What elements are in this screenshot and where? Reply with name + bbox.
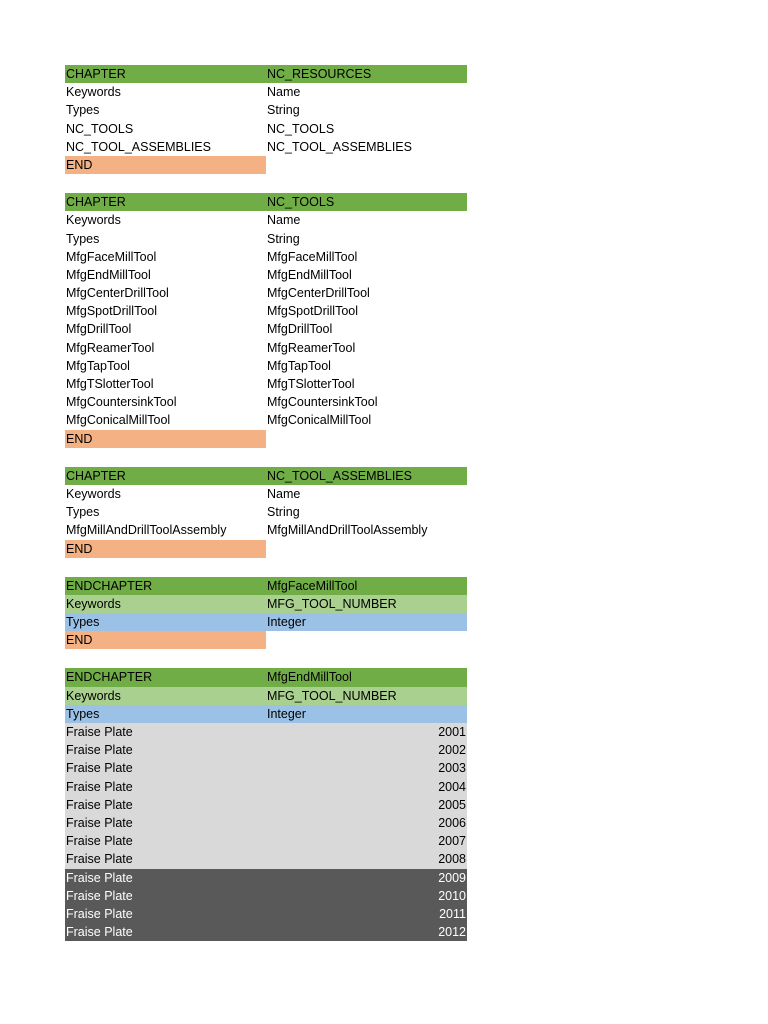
cell-value[interactable]: 2003 [438, 761, 466, 776]
cell-key[interactable]: MfgMillAndDrillToolAssembly [66, 523, 227, 538]
cell-value[interactable]: MFG_TOOL_NUMBER [267, 596, 397, 611]
cell-value[interactable]: String [267, 505, 300, 520]
cell-value[interactable]: MfgFaceMillTool [267, 249, 358, 264]
cell-key[interactable]: END [65, 156, 266, 174]
cell-key[interactable]: Types [66, 615, 100, 630]
table-row [65, 923, 467, 941]
table-row [65, 101, 467, 119]
table-row [65, 796, 467, 814]
table-block [65, 577, 467, 650]
cell-key[interactable]: Fraise Plate [66, 815, 133, 830]
cell-key[interactable]: Fraise Plate [66, 888, 133, 903]
cell-value[interactable]: MfgEndMillTool [267, 267, 352, 282]
table-row [65, 503, 467, 521]
cell-value[interactable]: MfgSpotDrillTool [267, 304, 359, 319]
cell-key[interactable]: Fraise Plate [66, 925, 133, 940]
cell-key[interactable]: END [65, 540, 266, 558]
cell-key[interactable]: MfgReamerTool [66, 340, 155, 355]
cell-value[interactable]: 2011 [439, 906, 466, 921]
cell-value[interactable] [266, 631, 467, 649]
cell-value[interactable]: 2001 [438, 725, 466, 739]
end-row [65, 631, 467, 649]
cell-value[interactable]: String [267, 103, 300, 118]
table-row [65, 905, 467, 923]
cell-value[interactable]: MfgEndMillTool [267, 670, 352, 685]
cell-value[interactable]: 2002 [438, 743, 466, 758]
table-block [65, 467, 467, 558]
table-row [65, 723, 467, 741]
cell-key[interactable]: ENDCHAPTER [66, 578, 153, 593]
table-row [65, 814, 467, 832]
table-row [65, 687, 467, 705]
end-row [65, 540, 467, 558]
cell-key[interactable]: ENDCHAPTER [66, 670, 153, 685]
cell-key[interactable]: Fraise Plate [66, 779, 133, 794]
end-row [65, 156, 467, 174]
cell-value[interactable]: 2010 [438, 888, 466, 903]
table-block [65, 668, 467, 941]
cell-value[interactable]: MFG_TOOL_NUMBER [267, 688, 397, 703]
chapter-header-row [65, 668, 467, 686]
cell-key[interactable]: Types [66, 706, 100, 721]
cell-key[interactable]: Fraise Plate [66, 834, 133, 849]
cell-value[interactable]: 2008 [438, 852, 466, 867]
cell-value[interactable]: NC_TOOLS [267, 121, 335, 136]
cell-key[interactable]: MfgSpotDrillTool [66, 304, 158, 319]
cell-value[interactable]: MfgCountersinkTool [267, 395, 378, 410]
cell-value[interactable]: Name [267, 213, 301, 228]
cell-key[interactable]: Keywords [66, 486, 121, 501]
table-row [65, 778, 467, 796]
cell-key[interactable]: Fraise Plate [66, 761, 133, 776]
table-row [65, 284, 467, 302]
table-row [65, 869, 467, 887]
cell-value[interactable]: NC_RESOURCES [267, 67, 372, 81]
cell-value[interactable]: 2006 [438, 815, 466, 830]
cell-key[interactable]: Fraise Plate [66, 852, 133, 867]
table-row [65, 393, 467, 411]
cell-value[interactable]: NC_TOOLS [267, 195, 335, 210]
cell-value[interactable]: MfgFaceMillTool [267, 578, 358, 593]
cell-value[interactable]: MfgTSlotterTool [267, 377, 355, 391]
cell-key[interactable]: CHAPTER [66, 468, 126, 483]
table-block [65, 65, 467, 174]
table-row [65, 759, 467, 777]
cell-key[interactable]: Types [66, 505, 100, 520]
cell-value[interactable]: 2012 [438, 925, 466, 940]
cell-key[interactable]: Fraise Plate [66, 906, 133, 921]
cell-key[interactable]: MfgDrillTool [66, 322, 132, 337]
cell-value[interactable]: Name [267, 486, 301, 501]
table-row [65, 705, 467, 723]
chapter-header-row [65, 467, 467, 485]
cell-key[interactable]: MfgEndMillTool [66, 267, 151, 282]
cell-key[interactable]: END [65, 430, 266, 448]
cell-key[interactable]: MfgCenterDrillTool [66, 286, 169, 301]
cell-key[interactable]: Keywords [66, 596, 121, 611]
table-row [65, 138, 467, 156]
chapter-header-row [65, 577, 467, 595]
cell-value[interactable] [266, 430, 467, 448]
cell-key[interactable]: Fraise Plate [66, 870, 133, 885]
chapter-header-row [65, 193, 467, 211]
spreadsheet [65, 65, 467, 960]
cell-key[interactable]: MfgFaceMillTool [66, 249, 157, 264]
table-row [65, 613, 467, 631]
chapter-header-row [65, 65, 467, 83]
cell-key[interactable]: MfgTapTool [66, 358, 130, 373]
table-row [65, 887, 467, 905]
cell-key[interactable]: CHAPTER [66, 195, 126, 210]
table-row [65, 302, 467, 320]
cell-key[interactable]: Fraise Plate [66, 743, 133, 758]
cell-key[interactable]: Types [66, 103, 100, 118]
cell-value[interactable]: NC_TOOL_ASSEMBLIES [267, 139, 412, 154]
cell-key[interactable]: MfgTSlotterTool [66, 377, 154, 391]
cell-value[interactable]: 2004 [438, 779, 466, 794]
cell-value[interactable]: 2005 [438, 797, 466, 812]
end-row [65, 430, 467, 448]
cell-key[interactable]: MfgCountersinkTool [66, 395, 177, 410]
table-row [65, 832, 467, 850]
cell-value[interactable]: 2009 [438, 870, 466, 885]
cell-key[interactable]: Fraise Plate [66, 725, 133, 739]
table-row [65, 485, 467, 503]
cell-key[interactable]: Keywords [66, 85, 121, 100]
table-row [65, 411, 467, 429]
cell-key[interactable]: Keywords [66, 213, 121, 228]
cell-value[interactable]: MfgDrillTool [267, 322, 333, 337]
table-row [65, 357, 467, 375]
cell-value[interactable]: 2007 [438, 834, 466, 849]
table-row [65, 120, 467, 138]
cell-value[interactable]: MfgMillAndDrillToolAssembly [267, 523, 428, 538]
cell-key[interactable]: Types [66, 231, 100, 246]
table-row [65, 320, 467, 338]
table-row [65, 595, 467, 613]
cell-value[interactable] [266, 540, 467, 558]
cell-value[interactable]: MfgReamerTool [267, 340, 356, 355]
cell-key[interactable]: END [65, 631, 266, 649]
table-row [65, 248, 467, 266]
cell-value[interactable]: NC_TOOL_ASSEMBLIES [267, 468, 412, 483]
cell-key[interactable]: Fraise Plate [66, 797, 133, 812]
table-row [65, 83, 467, 101]
table-row [65, 211, 467, 229]
table-row [65, 521, 467, 539]
cell-key[interactable]: MfgConicalMillTool [66, 413, 171, 428]
cell-value[interactable]: MfgCenterDrillTool [267, 286, 370, 301]
cell-value[interactable]: Name [267, 85, 301, 100]
table-row [65, 850, 467, 868]
table-row [65, 266, 467, 284]
cell-value[interactable]: String [267, 231, 300, 246]
cell-key[interactable]: NC_TOOLS [66, 121, 134, 136]
cell-value[interactable] [266, 156, 467, 174]
table-row [65, 339, 467, 357]
cell-value[interactable]: Integer [267, 706, 306, 721]
cell-value[interactable]: MfgTapTool [267, 358, 331, 373]
cell-value[interactable]: MfgConicalMillTool [267, 413, 372, 428]
table-block [65, 193, 467, 448]
table-row [65, 230, 467, 248]
cell-key[interactable]: NC_TOOL_ASSEMBLIES [66, 139, 211, 154]
cell-key[interactable]: CHAPTER [66, 67, 126, 81]
table-row [65, 741, 467, 759]
table-row [65, 375, 467, 393]
cell-key[interactable]: Keywords [66, 688, 121, 703]
cell-value[interactable]: Integer [267, 615, 306, 630]
